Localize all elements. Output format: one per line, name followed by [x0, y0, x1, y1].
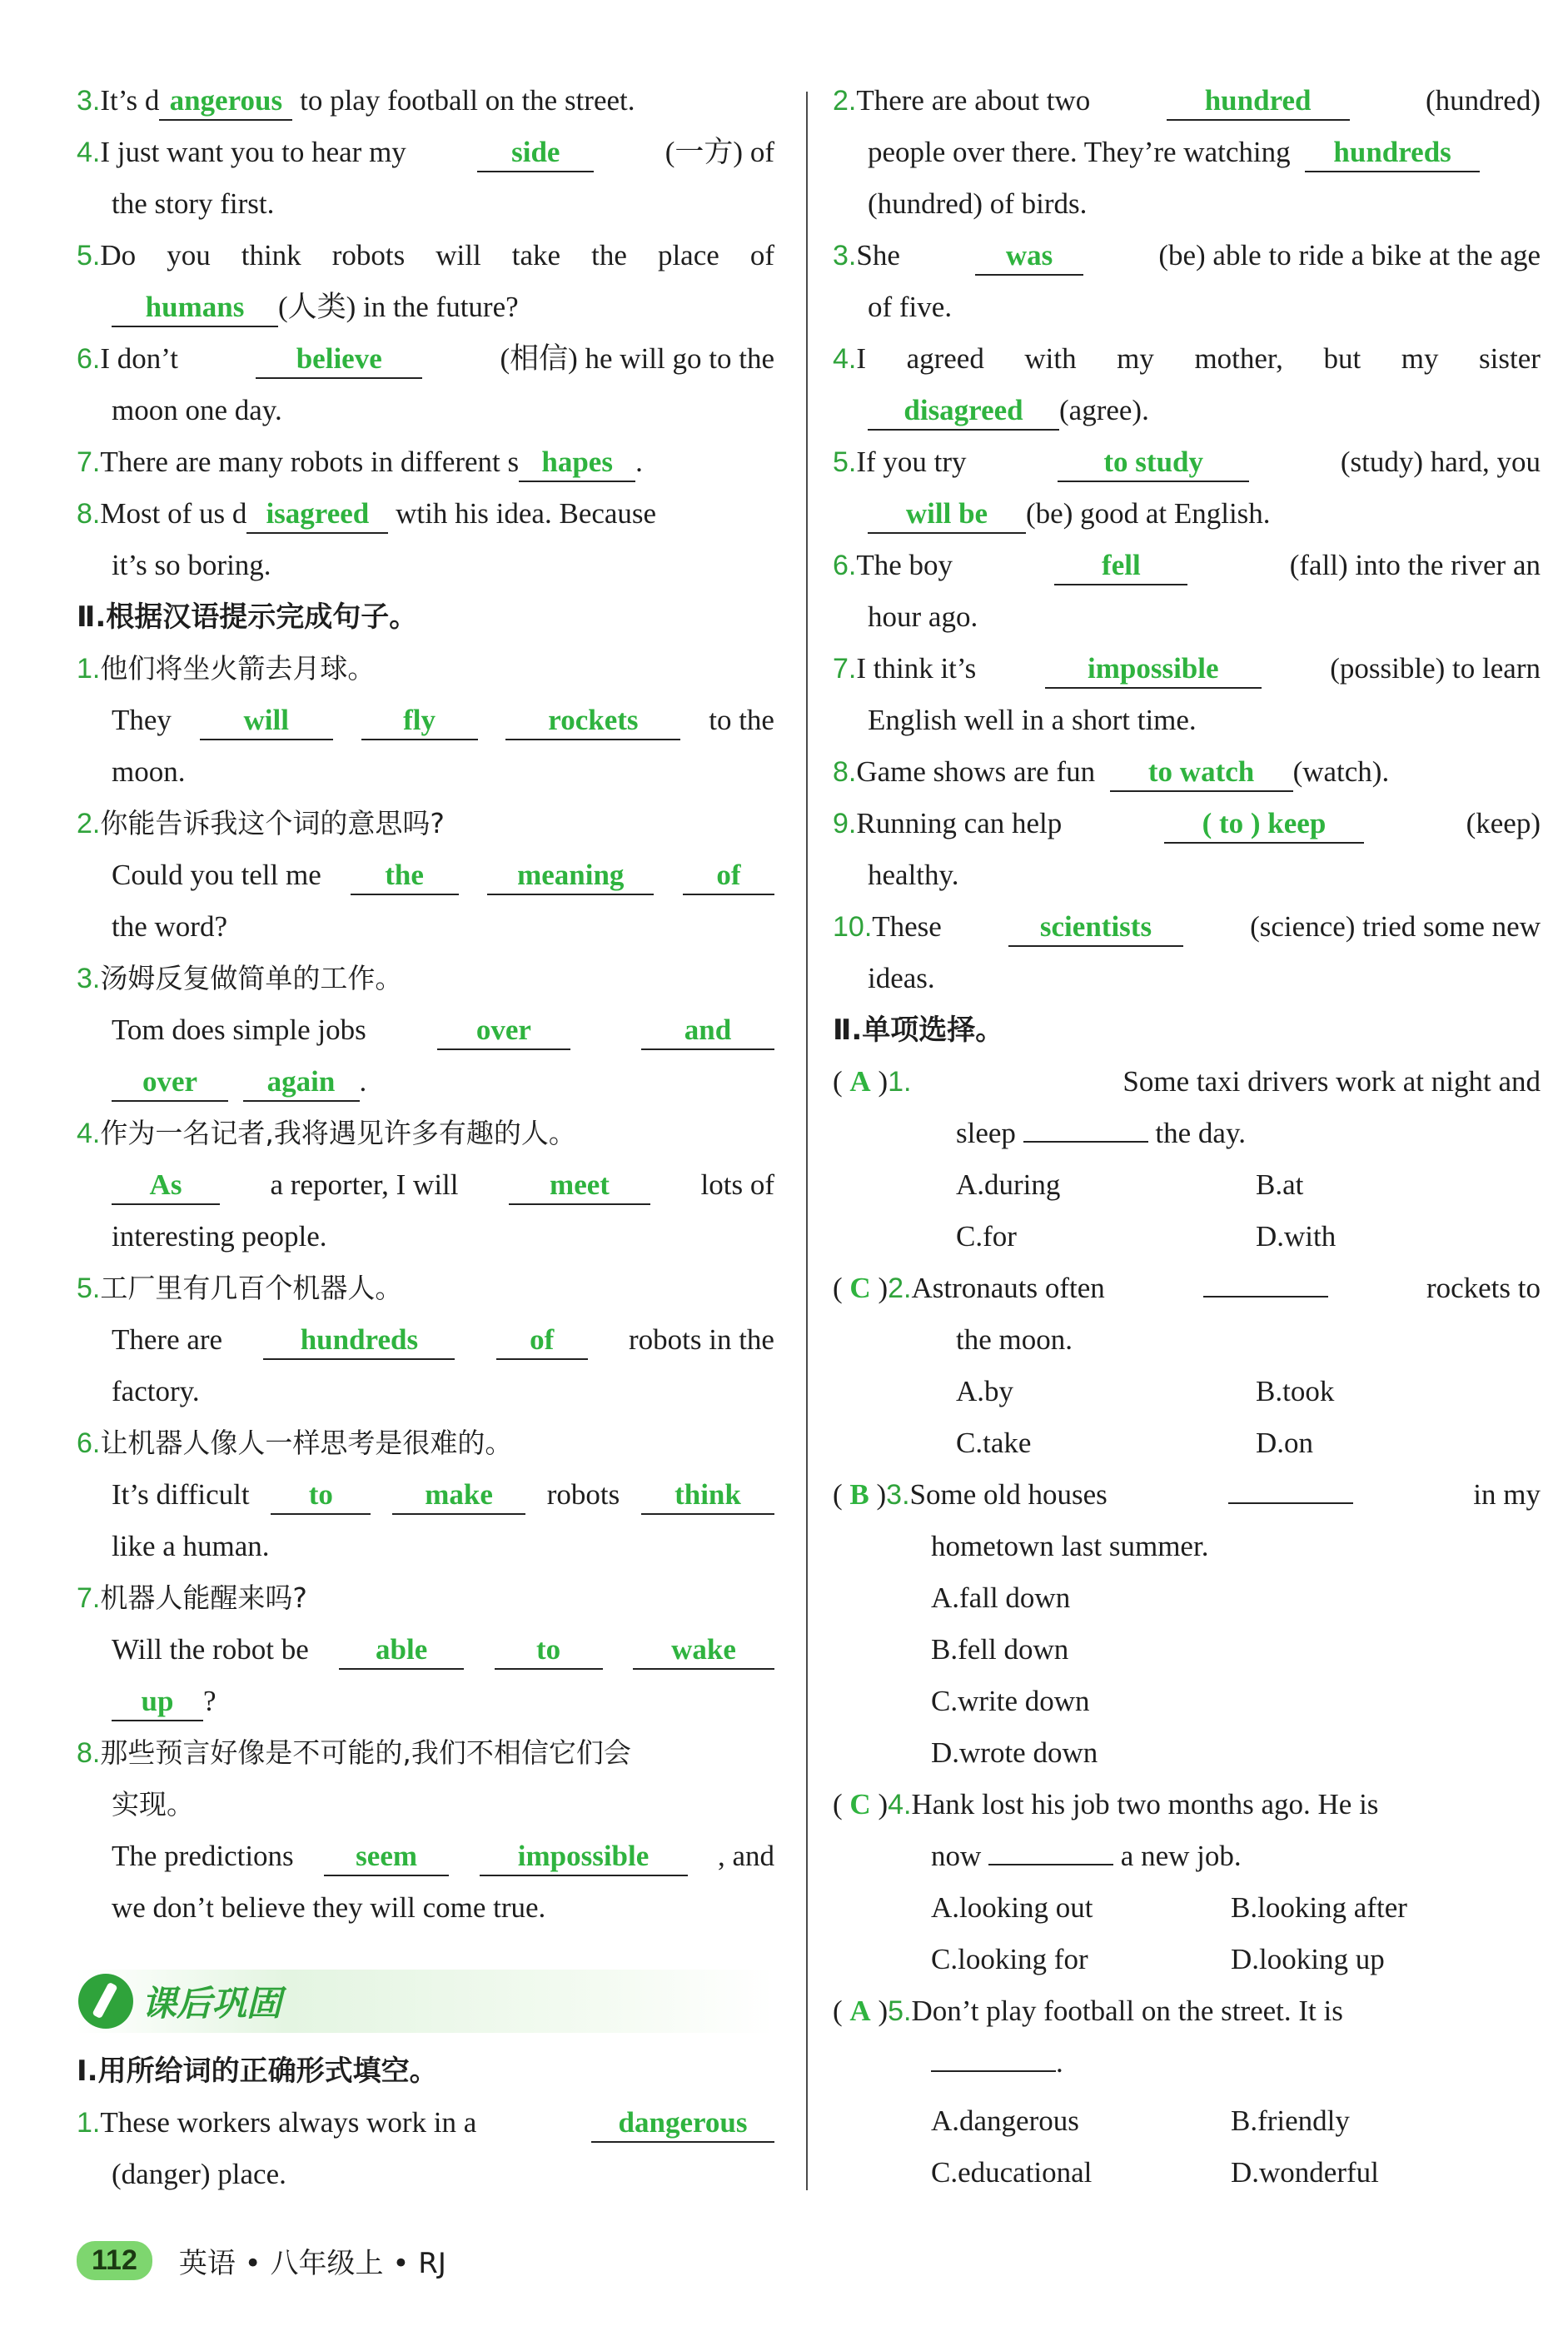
text: (possible) to learn: [1330, 652, 1541, 685]
chinese-prompt: 让机器人像人一样思考是很难的。: [100, 1427, 513, 1459]
choice-answer: B: [849, 1478, 869, 1511]
text: a new job.: [1120, 1840, 1242, 1872]
option: D.looking up: [1231, 1943, 1385, 1975]
exercise-line: [77, 436, 774, 488]
text: (keep): [1466, 807, 1541, 839]
text: ideas.: [868, 962, 935, 994]
text: Most of us d: [100, 497, 247, 530]
text: There are about two: [856, 84, 1091, 117]
answer-blank: to watch: [1110, 754, 1293, 792]
text: Tom does simple jobs: [112, 1014, 366, 1046]
blank: [1228, 1469, 1353, 1504]
item-number: 1.: [888, 1066, 912, 1098]
exercise-line: [833, 488, 1541, 540]
text: Hank lost his job two months ago. He is: [911, 1788, 1379, 1820]
exercise-line: [77, 2097, 774, 2149]
answer-blank: meet: [509, 1167, 650, 1205]
page-number: 112: [77, 2241, 152, 2280]
text: There are: [112, 1323, 223, 1356]
text: They: [112, 704, 172, 736]
text: English well in a short time.: [868, 704, 1197, 736]
text: lots of: [700, 1168, 774, 1201]
page-footer: [77, 2240, 446, 2281]
chinese-prompt: 作为一名记者,我将遇见许多有趣的人。: [100, 1117, 576, 1149]
item-number: 9.: [833, 808, 857, 839]
text: I think it’s: [856, 652, 977, 685]
text: , and: [717, 1840, 774, 1872]
answer-blank: As: [112, 1167, 220, 1205]
answer-blank: isagreed: [246, 496, 388, 534]
options: [833, 1159, 1541, 1211]
item-number: 2.: [77, 808, 101, 839]
text: (hundred) of birds.: [868, 187, 1088, 220]
text: people over there. They’re watching: [868, 136, 1291, 168]
item-number: 4.: [833, 343, 857, 375]
choice-answer: A: [849, 1065, 871, 1098]
option: D.on: [1256, 1427, 1314, 1459]
text: hometown last summer.: [931, 1530, 1209, 1562]
blank: [1023, 1108, 1148, 1143]
option: B.fell down: [931, 1633, 1069, 1666]
text: (一方) of: [665, 136, 774, 168]
exercise-line: [833, 901, 1541, 953]
item-number: 7.: [77, 446, 101, 478]
text: (be) able to ride a bike at the age: [1158, 239, 1541, 271]
answer-blank: impossible: [480, 1838, 688, 1876]
item-number: 4.: [77, 137, 101, 168]
exercise-line: [77, 1469, 774, 1521]
exercise-line: [77, 1004, 774, 1056]
item-number: 5.: [77, 1273, 101, 1304]
word: my: [1117, 342, 1154, 375]
exercise-line: [77, 695, 774, 746]
choice-answer: C: [849, 1788, 871, 1820]
answer-blank: to: [271, 1477, 371, 1515]
chinese-prompt: 你能告诉我这个词的意思吗?: [100, 807, 445, 839]
answer-blank: the: [351, 857, 459, 895]
word: place: [657, 239, 719, 271]
pencil-logo-icon: [78, 1974, 133, 2029]
mcq-line: ( B )3.Some old houses in my: [833, 1469, 1541, 1521]
after-class-banner: [77, 1970, 774, 2033]
answer-blank: hundreds: [263, 1322, 455, 1360]
exercise-line: [77, 1056, 774, 1108]
text: .: [635, 446, 643, 478]
text: There are many robots in different s: [100, 446, 520, 478]
text: (study) hard, you: [1340, 446, 1541, 478]
item-number: 2.: [888, 1273, 912, 1304]
item-number: 8.: [77, 498, 101, 530]
exercise-line: [77, 643, 774, 695]
answer-blank: hundred: [1167, 82, 1350, 121]
exercise-line: [77, 75, 774, 127]
text: The predictions: [112, 1840, 294, 1872]
answer-blank: make: [392, 1477, 525, 1515]
book-info: 英语 • 八年级上 • RJ: [178, 2247, 446, 2280]
mcq-line: [833, 1830, 1541, 1882]
item-number: 7.: [77, 1582, 101, 1614]
option: A.by: [956, 1375, 1014, 1407]
answer-blank: disagreed: [868, 392, 1059, 431]
word: you: [167, 239, 211, 271]
answer-blank: again: [243, 1063, 360, 1102]
chinese-prompt: 汤姆反复做简单的工作。: [100, 962, 403, 994]
text: to the: [709, 704, 774, 736]
exercise-line: [833, 75, 1541, 127]
answer-blank: ( to ) keep: [1164, 805, 1364, 844]
options: [833, 1882, 1541, 1934]
text: Some taxi drivers work at night and: [1122, 1065, 1541, 1098]
text: Don’t play football on the street. It is: [911, 1995, 1343, 2027]
answer-blank: able: [339, 1631, 464, 1670]
options: [833, 2095, 1541, 2147]
word: agreed: [906, 342, 984, 375]
word: will: [436, 239, 481, 271]
answer-blank: hundreds: [1305, 134, 1480, 172]
exercise-line: [833, 333, 1541, 385]
text: robots in the: [628, 1323, 774, 1356]
answer-blank: dangerous: [591, 2104, 774, 2143]
option: C.for: [956, 1220, 1017, 1253]
item-number: 1.: [77, 653, 101, 685]
option: D.wrote down: [931, 1736, 1098, 1769]
chinese-prompt: 那些预言好像是不可能的,我们不相信它们会: [100, 1736, 631, 1769]
text: now: [931, 1840, 982, 1872]
answer-blank: over: [112, 1063, 228, 1102]
exercise-line: [77, 1624, 774, 1676]
chinese-prompt: 实现。: [112, 1788, 194, 1820]
text: Will the robot be: [112, 1633, 309, 1666]
option: C.looking for: [931, 1943, 1088, 1975]
exercise-line: [77, 127, 774, 178]
answer-blank: believe: [256, 341, 422, 379]
answer-blank: seem: [324, 1838, 449, 1876]
mcq-line: ( A )5.Don’t play football on the street. It is: [833, 1995, 1343, 2027]
item-number: 6.: [77, 1427, 101, 1459]
word: with: [1024, 342, 1077, 375]
exercise-line: [77, 1314, 774, 1366]
exercise-line: [77, 1572, 774, 1624]
text: Could you tell me: [112, 859, 321, 891]
mcq-line: [833, 2037, 1541, 2089]
exercise-line: [77, 488, 774, 540]
text: of five.: [868, 291, 953, 323]
section-heading: Ⅰ.用所给词的正确形式填空。: [77, 2055, 438, 2088]
exercise-line: [77, 1830, 774, 1882]
text: Game shows are fun: [856, 755, 1096, 788]
option: A.fall down: [931, 1581, 1071, 1614]
text: we don’t believe they will come true.: [112, 1891, 546, 1924]
item-number: 10.: [833, 911, 873, 943]
item-number: 4.: [888, 1789, 912, 1820]
exercise-line: [833, 436, 1541, 488]
item-number: 5.: [888, 1995, 912, 2027]
options: [833, 1366, 1541, 1417]
exercise-line: [77, 1676, 774, 1727]
item-number: 4.: [77, 1118, 101, 1149]
answer-blank: up: [112, 1683, 203, 1721]
answer-blank: wake: [633, 1631, 774, 1670]
item-number: 5.: [77, 240, 101, 271]
option: B.at: [1256, 1168, 1304, 1201]
option: A.dangerous: [931, 2104, 1079, 2137]
text: The boy: [856, 549, 953, 581]
answer-blank: and: [641, 1012, 774, 1050]
item-number: 8.: [77, 1737, 101, 1769]
item-number: 6.: [833, 550, 857, 581]
answer-blank: will: [200, 702, 333, 740]
answer-blank: side: [477, 134, 594, 172]
blank: [988, 1830, 1113, 1865]
text: like a human.: [112, 1530, 270, 1562]
exercise-line: [77, 849, 774, 901]
exercise-line: [77, 1727, 774, 1779]
text: (hundred): [1425, 84, 1541, 117]
text: (be) good at English.: [1026, 497, 1271, 530]
column-divider: [806, 92, 808, 2190]
text: it’s so boring.: [112, 549, 271, 581]
text: I just want you to hear my: [100, 136, 406, 168]
left-column: [77, 75, 774, 1934]
options: [833, 2147, 1541, 2199]
text: the story first.: [112, 187, 275, 220]
option: B.took: [1256, 1375, 1335, 1407]
item-number: 3.: [886, 1479, 910, 1511]
text: She: [856, 239, 900, 271]
option: D.with: [1256, 1220, 1337, 1253]
answer-blank: of: [496, 1322, 588, 1360]
text: .: [1056, 2046, 1063, 2079]
text: wtih his idea. Because: [388, 497, 657, 530]
left-column-bottom: [77, 2045, 774, 2200]
text: the moon.: [956, 1323, 1073, 1356]
text: (agree).: [1059, 394, 1149, 426]
text: rockets to: [1426, 1272, 1541, 1304]
answer-blank: will be: [868, 496, 1026, 534]
text: These workers always work in a: [100, 2106, 477, 2139]
right-column: [833, 75, 1541, 2199]
section-heading: Ⅱ.根据汉语提示完成句子。: [77, 600, 418, 634]
answer-blank: hapes: [519, 444, 635, 482]
text: the day.: [1155, 1117, 1246, 1149]
text: sleep: [956, 1117, 1016, 1149]
item-number: 2.: [833, 85, 857, 117]
mcq-line: [833, 1108, 1541, 1159]
option: C.write down: [931, 1685, 1090, 1717]
exercise-line: [77, 281, 774, 333]
exercise-line: [833, 746, 1541, 798]
text: a reporter, I will: [270, 1168, 459, 1201]
answer-blank: meaning: [487, 857, 654, 895]
text: moon.: [112, 755, 186, 788]
text: (danger) place.: [112, 2158, 286, 2190]
option: C.take: [956, 1427, 1032, 1459]
exercise-line: [833, 385, 1541, 436]
chinese-prompt: 他们将坐火箭去月球。: [100, 652, 376, 685]
word: my: [1401, 342, 1439, 375]
exercise-line: [77, 953, 774, 1004]
section-heading: Ⅱ.单项选择。: [833, 1014, 1004, 1047]
exercise-line: [77, 1417, 774, 1469]
text: ?: [203, 1685, 217, 1717]
word: take: [511, 239, 561, 271]
text: It’s d: [100, 84, 160, 117]
exercise-line: [833, 540, 1541, 591]
exercise-line: [833, 798, 1541, 849]
answer-blank: fly: [361, 702, 478, 740]
option: B.friendly: [1231, 2104, 1350, 2137]
text: Some old houses: [909, 1478, 1108, 1511]
text: Astronauts often: [911, 1272, 1105, 1304]
item-number: 6.: [77, 343, 101, 375]
text: It’s difficult: [112, 1478, 250, 1511]
word: the: [591, 239, 627, 271]
exercise-line: [77, 230, 774, 281]
exercise-line: [77, 1263, 774, 1314]
chinese-prompt: 工厂里有几百个机器人。: [100, 1272, 403, 1304]
text: (相信) he will go to the: [500, 342, 774, 375]
options: [833, 1417, 1541, 1469]
answer-blank: fell: [1054, 547, 1187, 585]
option: A.looking out: [931, 1891, 1093, 1924]
answer-blank: humans: [112, 289, 278, 327]
word: think: [241, 239, 301, 271]
text: (fall) into the river an: [1289, 549, 1541, 581]
option: B.looking after: [1231, 1891, 1407, 1924]
exercise-line: [77, 1108, 774, 1159]
blank: [1203, 1263, 1328, 1297]
text: I don’t: [100, 342, 179, 375]
text: interesting people.: [112, 1220, 327, 1253]
mcq-line: ( C )4.Hank lost his job two months ago. He is: [833, 1788, 1379, 1820]
text: robots: [546, 1478, 620, 1511]
exercise-line: [77, 798, 774, 849]
item-number: 3.: [833, 240, 857, 271]
answer-blank: over: [437, 1012, 570, 1050]
chinese-prompt: 机器人能醒来吗?: [100, 1581, 307, 1614]
option: C.educational: [931, 2156, 1093, 2189]
text: hour ago.: [868, 600, 978, 633]
choice-answer: C: [849, 1272, 871, 1304]
text: in my: [1473, 1478, 1541, 1511]
options: [833, 1211, 1541, 1263]
answer-blank: of: [683, 857, 774, 895]
answer-blank: angerous: [159, 82, 292, 121]
answer-blank: was: [975, 237, 1083, 276]
mcq-line: ( C )2.Astronauts often rockets to: [833, 1263, 1541, 1314]
text: to play football on the street.: [292, 84, 635, 117]
exercise-line: [833, 127, 1541, 178]
item-number: 7.: [833, 653, 857, 685]
word: Do: [100, 239, 137, 271]
exercise-line: [77, 1159, 774, 1211]
banner-title: 课后巩固: [142, 1983, 282, 2024]
text: moon one day.: [112, 394, 282, 426]
item-number: 1.: [77, 2107, 101, 2139]
word: I: [856, 342, 867, 375]
text: factory.: [112, 1375, 200, 1407]
word: of: [749, 239, 774, 271]
word: but: [1323, 342, 1361, 375]
text: If you try: [856, 446, 967, 478]
item-number: 8.: [833, 756, 857, 788]
item-number: 3.: [77, 85, 101, 117]
blank: [931, 2037, 1056, 2072]
text: (人类) in the future?: [278, 291, 519, 323]
word: mother,: [1194, 342, 1283, 375]
text: These: [872, 910, 942, 943]
text: .: [359, 1065, 367, 1098]
item-number: 5.: [833, 446, 857, 478]
text: (watch).: [1292, 755, 1390, 788]
answer-blank: to: [495, 1631, 603, 1670]
answer-blank: impossible: [1045, 650, 1262, 689]
word: robots: [331, 239, 406, 271]
answer-blank: scientists: [1008, 909, 1183, 947]
option: A.during: [956, 1168, 1061, 1201]
answer-blank: rockets: [505, 702, 680, 740]
exercise-line: [77, 333, 774, 385]
mcq-line: ( A )1. Some taxi drivers work at night and: [833, 1056, 1541, 1108]
text: the word?: [112, 910, 227, 943]
answer-blank: to study: [1058, 444, 1249, 482]
item-number: 3.: [77, 963, 101, 994]
options: [833, 1934, 1541, 1985]
text: healthy.: [868, 859, 959, 891]
word: sister: [1479, 342, 1541, 375]
choice-answer: A: [849, 1995, 871, 2027]
answer-blank: think: [641, 1477, 774, 1515]
exercise-line: [833, 230, 1541, 281]
option: D.wonderful: [1231, 2156, 1379, 2189]
text: (science) tried some new: [1250, 910, 1541, 943]
text: Running can help: [856, 807, 1063, 839]
exercise-line: [833, 643, 1541, 695]
